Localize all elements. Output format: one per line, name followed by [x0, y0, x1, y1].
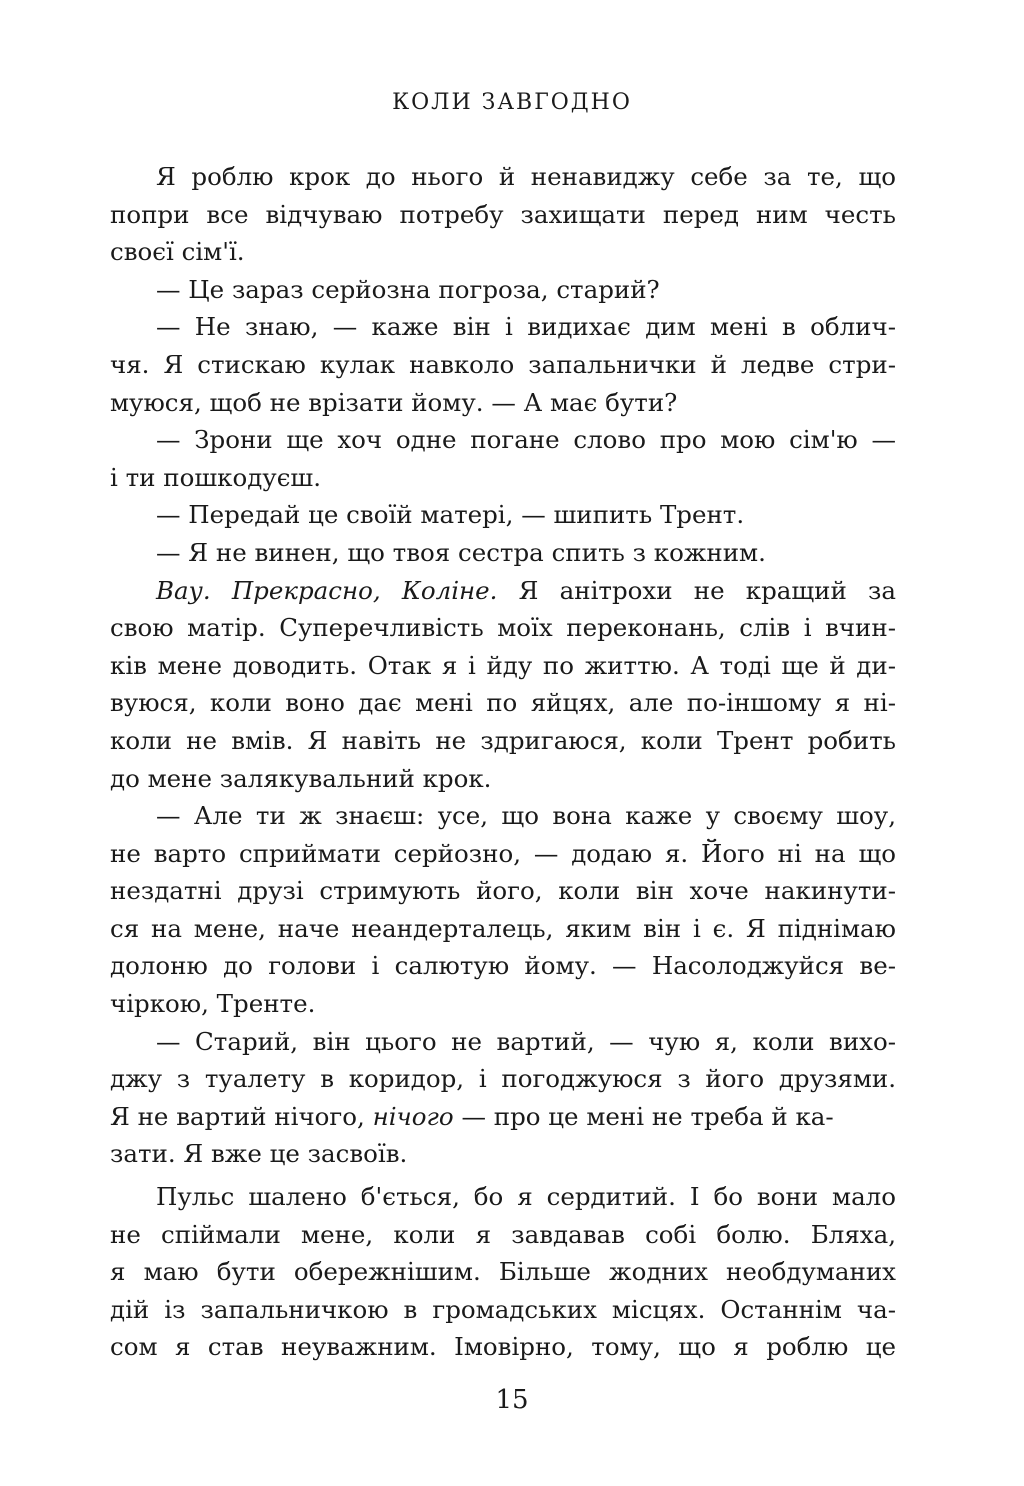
text-line: дій із запальничкою в громадських місцях. Останнім ча-: [110, 1294, 896, 1324]
text-line: долоню до голови і салютую йому. — Насолоджуйся ве-: [110, 951, 896, 981]
text-line: чя. Я стискаю кулак навколо запальнички й ледве стри-: [110, 349, 896, 379]
text-line: своєї сім'ї.: [110, 237, 245, 267]
text-line: ків мене доводить. Отак я і йду по життю. А тоді ще й ди-: [110, 650, 896, 680]
text-line: — Зрони ще хоч одне погане слово про мою сім'ю —: [156, 425, 896, 455]
text-line: вуюся, коли воно дає мені по яйцях, але по-іншому я ні-: [110, 688, 896, 718]
italic-phrase: Вау. Прекрасно, Коліне.: [156, 575, 498, 605]
text-line: ся на мене, наче неандерталець, яким він і є. Я піднімаю: [110, 913, 896, 943]
text-line: свою матір. Суперечливість моїх переконань, слів і вчин-: [110, 613, 896, 643]
body-text: [110, 158, 896, 1366]
page-number: 15: [495, 1385, 529, 1415]
italic-phrase: нічого: [372, 1101, 454, 1131]
text-line: нездатні друзі стримують його, коли він хоче накинути-: [110, 876, 896, 906]
text-line: муюся, щоб не врізати йому. — А має бути?: [110, 387, 678, 417]
text-line: — Але ти ж знаєш: усе, що вона каже у своєму шоу,: [156, 801, 896, 831]
text-line: — Старий, він цього не вартий, — чую я, коли вихо-: [156, 1026, 896, 1056]
text-line: коли не вмів. Я навіть не здригаюся, коли Трент робить: [110, 725, 896, 755]
text-line: Я роблю крок до нього й ненавиджу себе за те, що: [156, 162, 896, 191]
text-line: — Передай це своїй матері, — шипить Трент.: [156, 500, 745, 530]
text-fragment: — про це мені не треба й ка-: [453, 1101, 834, 1131]
text-fragment: Я не вартий нічого,: [110, 1101, 373, 1131]
text-line: і ти пошкодуєш.: [110, 462, 322, 492]
text-line: [110, 1098, 896, 1136]
text-fragment: Я анітрохи не кращий за: [497, 575, 897, 605]
text-line: — Не знаю, — каже він і видихає дим мені в облич-: [156, 312, 896, 342]
text-line: я маю бути обережнішим. Більше жодних необдуманих: [110, 1257, 896, 1287]
text-line: — Це зараз серйозна погроза, старий?: [156, 274, 660, 304]
text-line: сом я став неуважним. Імовірно, тому, що я роблю це: [110, 1332, 896, 1362]
text-line: до мене залякувальний крок.: [110, 763, 492, 793]
text-line: не спіймали мене, коли я завдавав собі болю. Бляха,: [110, 1219, 896, 1249]
text-line: Пульс шалено б'ється, бо я сердитий. І бо вони мало: [156, 1182, 896, 1212]
running-head: КОЛИ ЗАВГОДНО: [392, 90, 632, 115]
text-line: — Я не винен, що твоя сестра спить з кожним.: [156, 537, 766, 567]
text-line: не варто сприймати серйозно, — додаю я. Його ні на що: [110, 838, 896, 868]
text-line: зати. Я вже це засвоїв.: [110, 1139, 408, 1169]
text-line: попри все відчуваю потребу захищати перед ним честь: [110, 199, 896, 229]
text-line: джу з туалету в коридор, і погоджуюся з його друзями.: [110, 1064, 896, 1094]
text-line: [110, 572, 896, 610]
text-line: чіркою, Тренте.: [110, 989, 316, 1019]
